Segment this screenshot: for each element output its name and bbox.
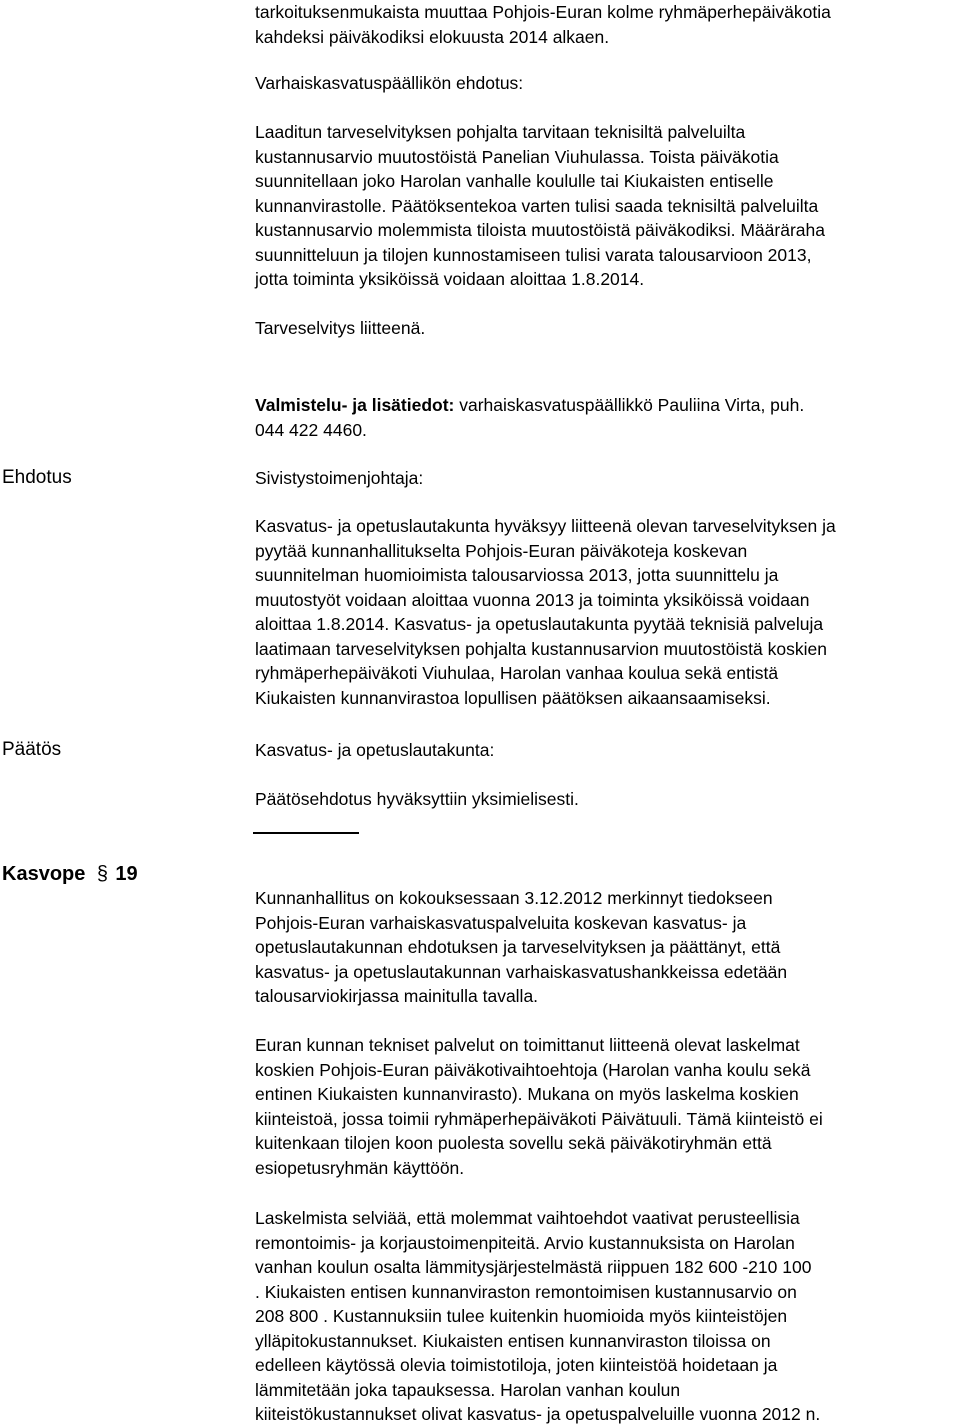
text-line: entinen Kiukaisten kunnanvirasto). Mukana on myös laskelma koskien [255,1084,799,1104]
text-line: muutostyöt voidaan aloittaa vuonna 2013 ja toiminta yksiköissä voidaan [255,589,810,610]
text-line: edelleen käytössä olevia toimistotiloja, joten kiinteistöä hoidetaan ja [255,1355,778,1375]
text-line: kahdeksi päiväkodiksi elokuusta 2014 alkaen. [255,26,610,47]
contact-label: Valmistelu- ja lisätiedot: [255,395,455,415]
text-line: kiiteistökustannukset olivat kasvatus- ja opetuspalveluille vuonna 2012 n. [255,1404,821,1424]
text-line: Pohjois-Euran varhaiskasvatuspalveluita koskevan kasvatus- ja [255,912,747,933]
intro-paragraph [255,0,957,49]
text-line: suunnitteluun ja tilojen kunnostamiseen tulisi varata talousarvioon 2013, [255,244,812,265]
proposal-paragraph [255,120,957,292]
section-heading [2,862,138,886]
ehdotus-paragraph [255,514,957,710]
text-line: Kunnanhallitus on kokouksessaan 3.12.2012 merkinnyt tiedokseen [255,888,773,908]
divider-line [253,832,359,834]
section-symbol: § [96,863,108,885]
attachment-note: Tarveselvitys liitteenä. [255,318,426,338]
text-line: opetuslautakunnan ehdotuksen ja tarveselvityksen ja päättänyt, että [255,937,781,957]
text-line: jotta toiminta yksiköissä voidaan aloittaa 1.8.2014. [255,269,645,289]
text-line: aloittaa 1.8.2014. Kasvatus- ja opetuslautakunta pyytää teknisiä palveluja [255,614,824,634]
text-line: laatimaan tarveselvityksen pohjalta kustannusarvion muutostöistä koskien [255,638,827,659]
text-line: kunnanvirastolle. Päätöksentekoa varten tulisi saada teknisiltä palveluilta [255,195,819,216]
contact-phone: 044 422 4460. [255,419,367,440]
kh-paragraph-3 [255,1206,957,1427]
kh-paragraph-2 [255,1033,957,1180]
kh-paragraph-1 [255,886,957,1009]
paatos-heading: Kasvatus- ja opetuslautakunta: [255,740,495,760]
section-label: Kasvope [2,863,86,885]
text-line: ryhmäperhepäiväkoti Viuhulaa, Harolan vanhaa koulua sekä entistä [255,663,779,683]
text-line: pyytää kunnanhallitukselta Pohjois-Euran päiväkoteja koskevan [255,540,748,561]
contact-info [255,393,957,442]
text-line: talousarviokirjassa mainitulla tavalla. [255,986,539,1006]
text-line: kuitenkaan tilojen koon puolesta sovellu sekä päiväkotiryhmän että [255,1133,772,1153]
text-line: kasvatus- ja opetuslautakunnan varhaiskasvatushankkeissa edetään [255,961,788,982]
paatos-label: Päätös [2,739,62,760]
text-line: Kasvatus- ja opetuslautakunta hyväksyy liitteenä olevan tarveselvityksen ja [255,516,836,536]
text-line: lämmitetään joka tapauksessa. Harolan vanhan koulun [255,1379,681,1400]
text-line: Kiukaisten kunnanvirastoa lopullisen päätöksen aikaansaamiseksi. [255,687,771,708]
text-line: ylläpitokustannukset. Kiukaisten entisen kunnanviraston tiloissa on [255,1330,771,1351]
ehdotus-label: Ehdotus [2,467,72,488]
text-line: suunnitelman huomioimista talousarviossa 2013, jotta suunnittelu ja [255,565,779,585]
text-line: . Kiukaisten entisen kunnanviraston remontoimisen kustannusarvio on [255,1281,797,1302]
section-number: 19 [115,863,138,885]
text-line: Euran kunnan tekniset palvelut on toimittanut liitteenä olevat laskelmat [255,1035,800,1055]
text-line: suunnitellaan joko Harolan vanhalle koululle tai Kiukaisten entiselle [255,171,774,191]
text-line: kiinteistoä, jossa toimii ryhmäperhepäiväkoti Päivätuuli. Tämä kiinteistö ei [255,1108,823,1129]
text-line: tarkoituksenmukaista muuttaa Pohjois-Euran kolme ryhmäperhepäiväkotia [255,2,831,22]
paatos-text: Päätösehdotus hyväksyttiin yksimielisesti. [255,789,579,809]
text-line: kustannusarvio molemmista tiloista muutostöistä päiväkodiksi. Määräraha [255,220,825,240]
proposal-heading: Varhaiskasvatuspäällikön ehdotus: [255,73,524,93]
ehdotus-heading: Sivistystoimenjohtaja: [255,468,424,488]
text-line: remontoimis- ja korjaustoimenpiteitä. Arvio kustannuksista on Harolan [255,1232,795,1253]
contact-person: varhaiskasvatuspäällikkö Pauliina Virta, puh. [454,395,805,415]
text-line: 208 800 . Kustannuksiin tulee kuitenkin huomioida myös kiinteistöjen [255,1306,788,1326]
text-line: vanhan koulun osalta lämmitysjärjestelmästä riippuen 182 600 -210 100 [255,1257,812,1277]
text-line: esiopetusryhmän käyttöön. [255,1157,465,1178]
text-line: koskien Pohjois-Euran päiväkotivaihtoehtoja (Harolan vanha koulu sekä [255,1059,811,1080]
text-line: Laaditun tarveselvityksen pohjalta tarvitaan teknisiltä palveluilta [255,122,746,142]
text-line: Laskelmista selviää, että molemmat vaihtoehdot vaativat perusteellisia [255,1208,800,1228]
text-line: kustannusarvio muutostöistä Panelian Viuhulassa. Toista päiväkotia [255,146,779,167]
